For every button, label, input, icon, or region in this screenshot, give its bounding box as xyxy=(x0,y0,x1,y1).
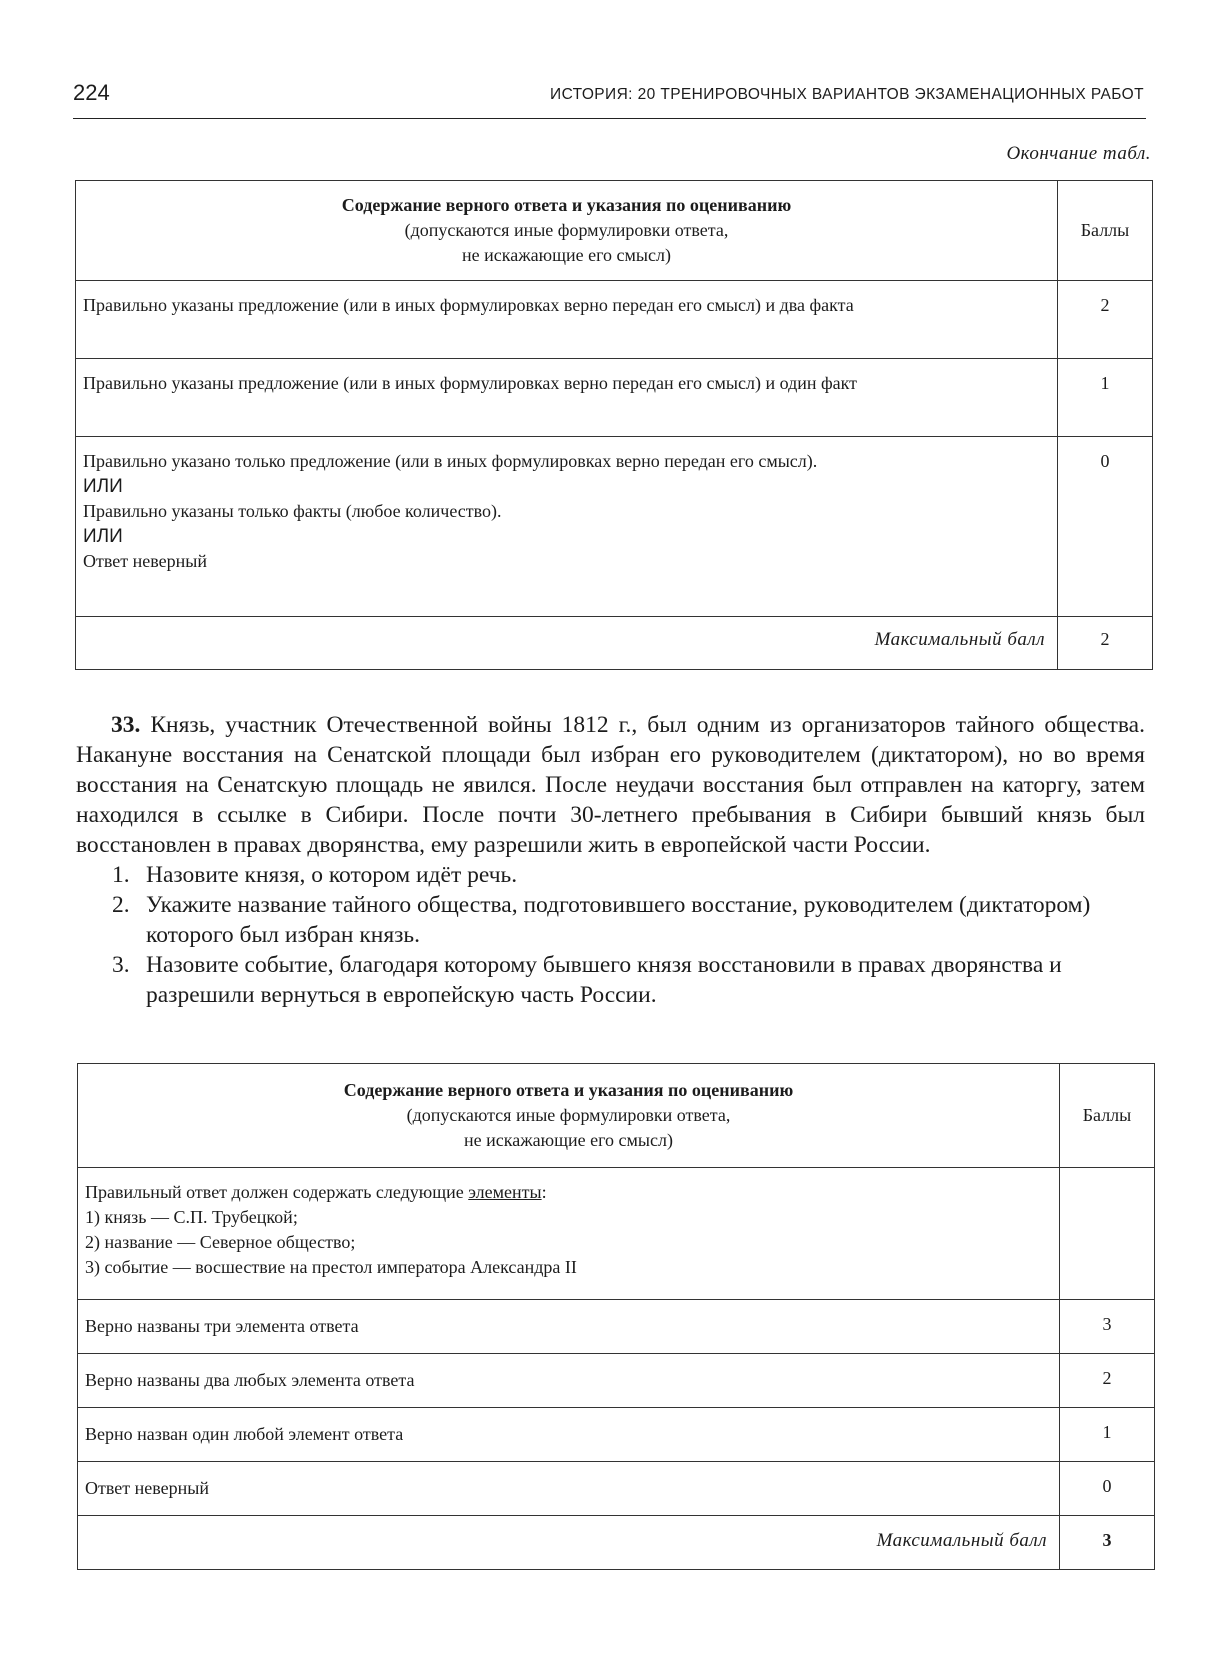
answer-element: 3) событие — восшествие на престол императора Александра II xyxy=(85,1257,577,1277)
question-number: 2. xyxy=(112,892,130,918)
criterion-cell: Ответ неверный xyxy=(78,1462,1060,1516)
max-score-value: 2 xyxy=(1058,617,1153,670)
table-row xyxy=(78,1408,1155,1462)
table-row xyxy=(76,359,1153,437)
criterion-line: Правильно указаны только факты (любое количество). xyxy=(83,501,502,521)
task-number: 33. xyxy=(111,712,141,738)
grading-table-2 xyxy=(77,1063,1155,1570)
grading-table-1 xyxy=(75,180,1153,670)
table-continuation-note: Окончание табл. xyxy=(1006,143,1151,164)
answer-element: 2) название — Северное общество; xyxy=(85,1232,356,1252)
header-title: Содержание верного ответа и указания по оцениванию xyxy=(343,1080,794,1100)
question-number: 3. xyxy=(112,952,130,978)
points-header: Баллы xyxy=(1058,181,1153,281)
points-cell: 0 xyxy=(1060,1462,1155,1516)
table-row xyxy=(78,1462,1155,1516)
criteria-header xyxy=(76,181,1058,281)
max-score-label: Максимальный балл xyxy=(76,617,1058,670)
table-row xyxy=(76,437,1153,617)
criterion-cell: Верно назван один любой элемент ответа xyxy=(78,1408,1060,1462)
criterion-line: Правильно указано только предложение (или в иных формулировках верно передан его смысл). xyxy=(83,451,818,471)
question-number: 1. xyxy=(112,862,130,888)
header-note-line: не искажающие его смысл) xyxy=(464,1130,673,1150)
table-row xyxy=(76,281,1153,359)
answer-intro xyxy=(85,1180,1051,1205)
answer-elements-cell xyxy=(78,1168,1060,1300)
criterion-cell: Правильно указаны предложение (или в иных формулировках верно передан его смысл) и один факт xyxy=(76,359,1058,437)
page-header xyxy=(73,78,1146,119)
table-header-row xyxy=(78,1064,1155,1168)
max-score-label: Максимальный балл xyxy=(78,1516,1060,1570)
criterion-cell: Правильно указаны предложение (или в иных формулировках верно передан его смысл) и два факта xyxy=(76,281,1058,359)
points-cell-empty xyxy=(1060,1168,1155,1300)
or-separator: ИЛИ xyxy=(83,476,123,497)
header-note-line: (допускаются иные формулировки ответа, xyxy=(404,220,729,240)
criteria-header xyxy=(78,1064,1060,1168)
answer-intro-underlined: элементы xyxy=(468,1182,542,1202)
max-score-value: 3 xyxy=(1060,1516,1155,1570)
points-cell: 1 xyxy=(1060,1408,1155,1462)
points-cell: 2 xyxy=(1058,281,1153,359)
max-score-row xyxy=(78,1516,1155,1570)
question-text: Укажите название тайного общества, подготовившего восстание, руководителем (диктатором) которого был избран князь. xyxy=(146,892,1091,948)
question-text: Назовите событие, благодаря которому бывшего князя восстановили в правах дворянства и разрешили вернуться в европейскую часть России. xyxy=(146,952,1062,1008)
task-33 xyxy=(76,710,1145,1010)
task-body: Князь, участник Отечественной войны 1812 г., был одним из организаторов тайного общества. Накануне восстания на Сенатской площади был избран его руководителем (диктатором), но во время восстания на Сенатскую площадь не явился. После неудачи восстания был отправлен на каторгу, затем находился в ссылке в Сибири. После почти 30-летнего пребывания в Сибири бывший князь был восстановлен в правах дворянства, ему разрешили жить в европейской части России. xyxy=(76,712,1145,858)
max-score-row xyxy=(76,617,1153,670)
page-number: 224 xyxy=(73,80,110,105)
table-row xyxy=(78,1300,1155,1354)
task-text xyxy=(76,710,1145,860)
points-header: Баллы xyxy=(1060,1064,1155,1168)
question-text: Назовите князя, о котором идёт речь. xyxy=(146,862,518,888)
points-cell: 0 xyxy=(1058,437,1153,617)
running-title: ИСТОРИЯ: 20 ТРЕНИРОВОЧНЫХ ВАРИАНТОВ ЭКЗАМЕНАЦИОННЫХ РАБОТ xyxy=(550,86,1144,103)
points-cell: 2 xyxy=(1060,1354,1155,1408)
criterion-cell: Верно названы два любых элемента ответа xyxy=(78,1354,1060,1408)
task-questions xyxy=(76,860,1145,1010)
points-cell: 1 xyxy=(1058,359,1153,437)
table-row xyxy=(78,1354,1155,1408)
answer-intro-colon: : xyxy=(541,1182,547,1202)
answer-element: 1) князь — С.П. Трубецкой; xyxy=(85,1207,298,1227)
table-row xyxy=(78,1168,1155,1300)
criterion-cell: Верно названы три элемента ответа xyxy=(78,1300,1060,1354)
table-header-row xyxy=(76,181,1153,281)
header-note-line: не искажающие его смысл) xyxy=(462,245,671,265)
points-cell: 3 xyxy=(1060,1300,1155,1354)
criterion-cell xyxy=(76,437,1058,617)
header-note-line: (допускаются иные формулировки ответа, xyxy=(406,1105,731,1125)
list-item xyxy=(76,950,1145,1010)
or-separator: ИЛИ xyxy=(83,526,123,547)
header-title: Содержание верного ответа и указания по оцениванию xyxy=(341,195,792,215)
criterion-line: Ответ неверный xyxy=(83,551,207,571)
list-item xyxy=(76,890,1145,950)
list-item xyxy=(76,860,1145,890)
answer-intro-text: Правильный ответ должен содержать следующие xyxy=(85,1182,469,1202)
